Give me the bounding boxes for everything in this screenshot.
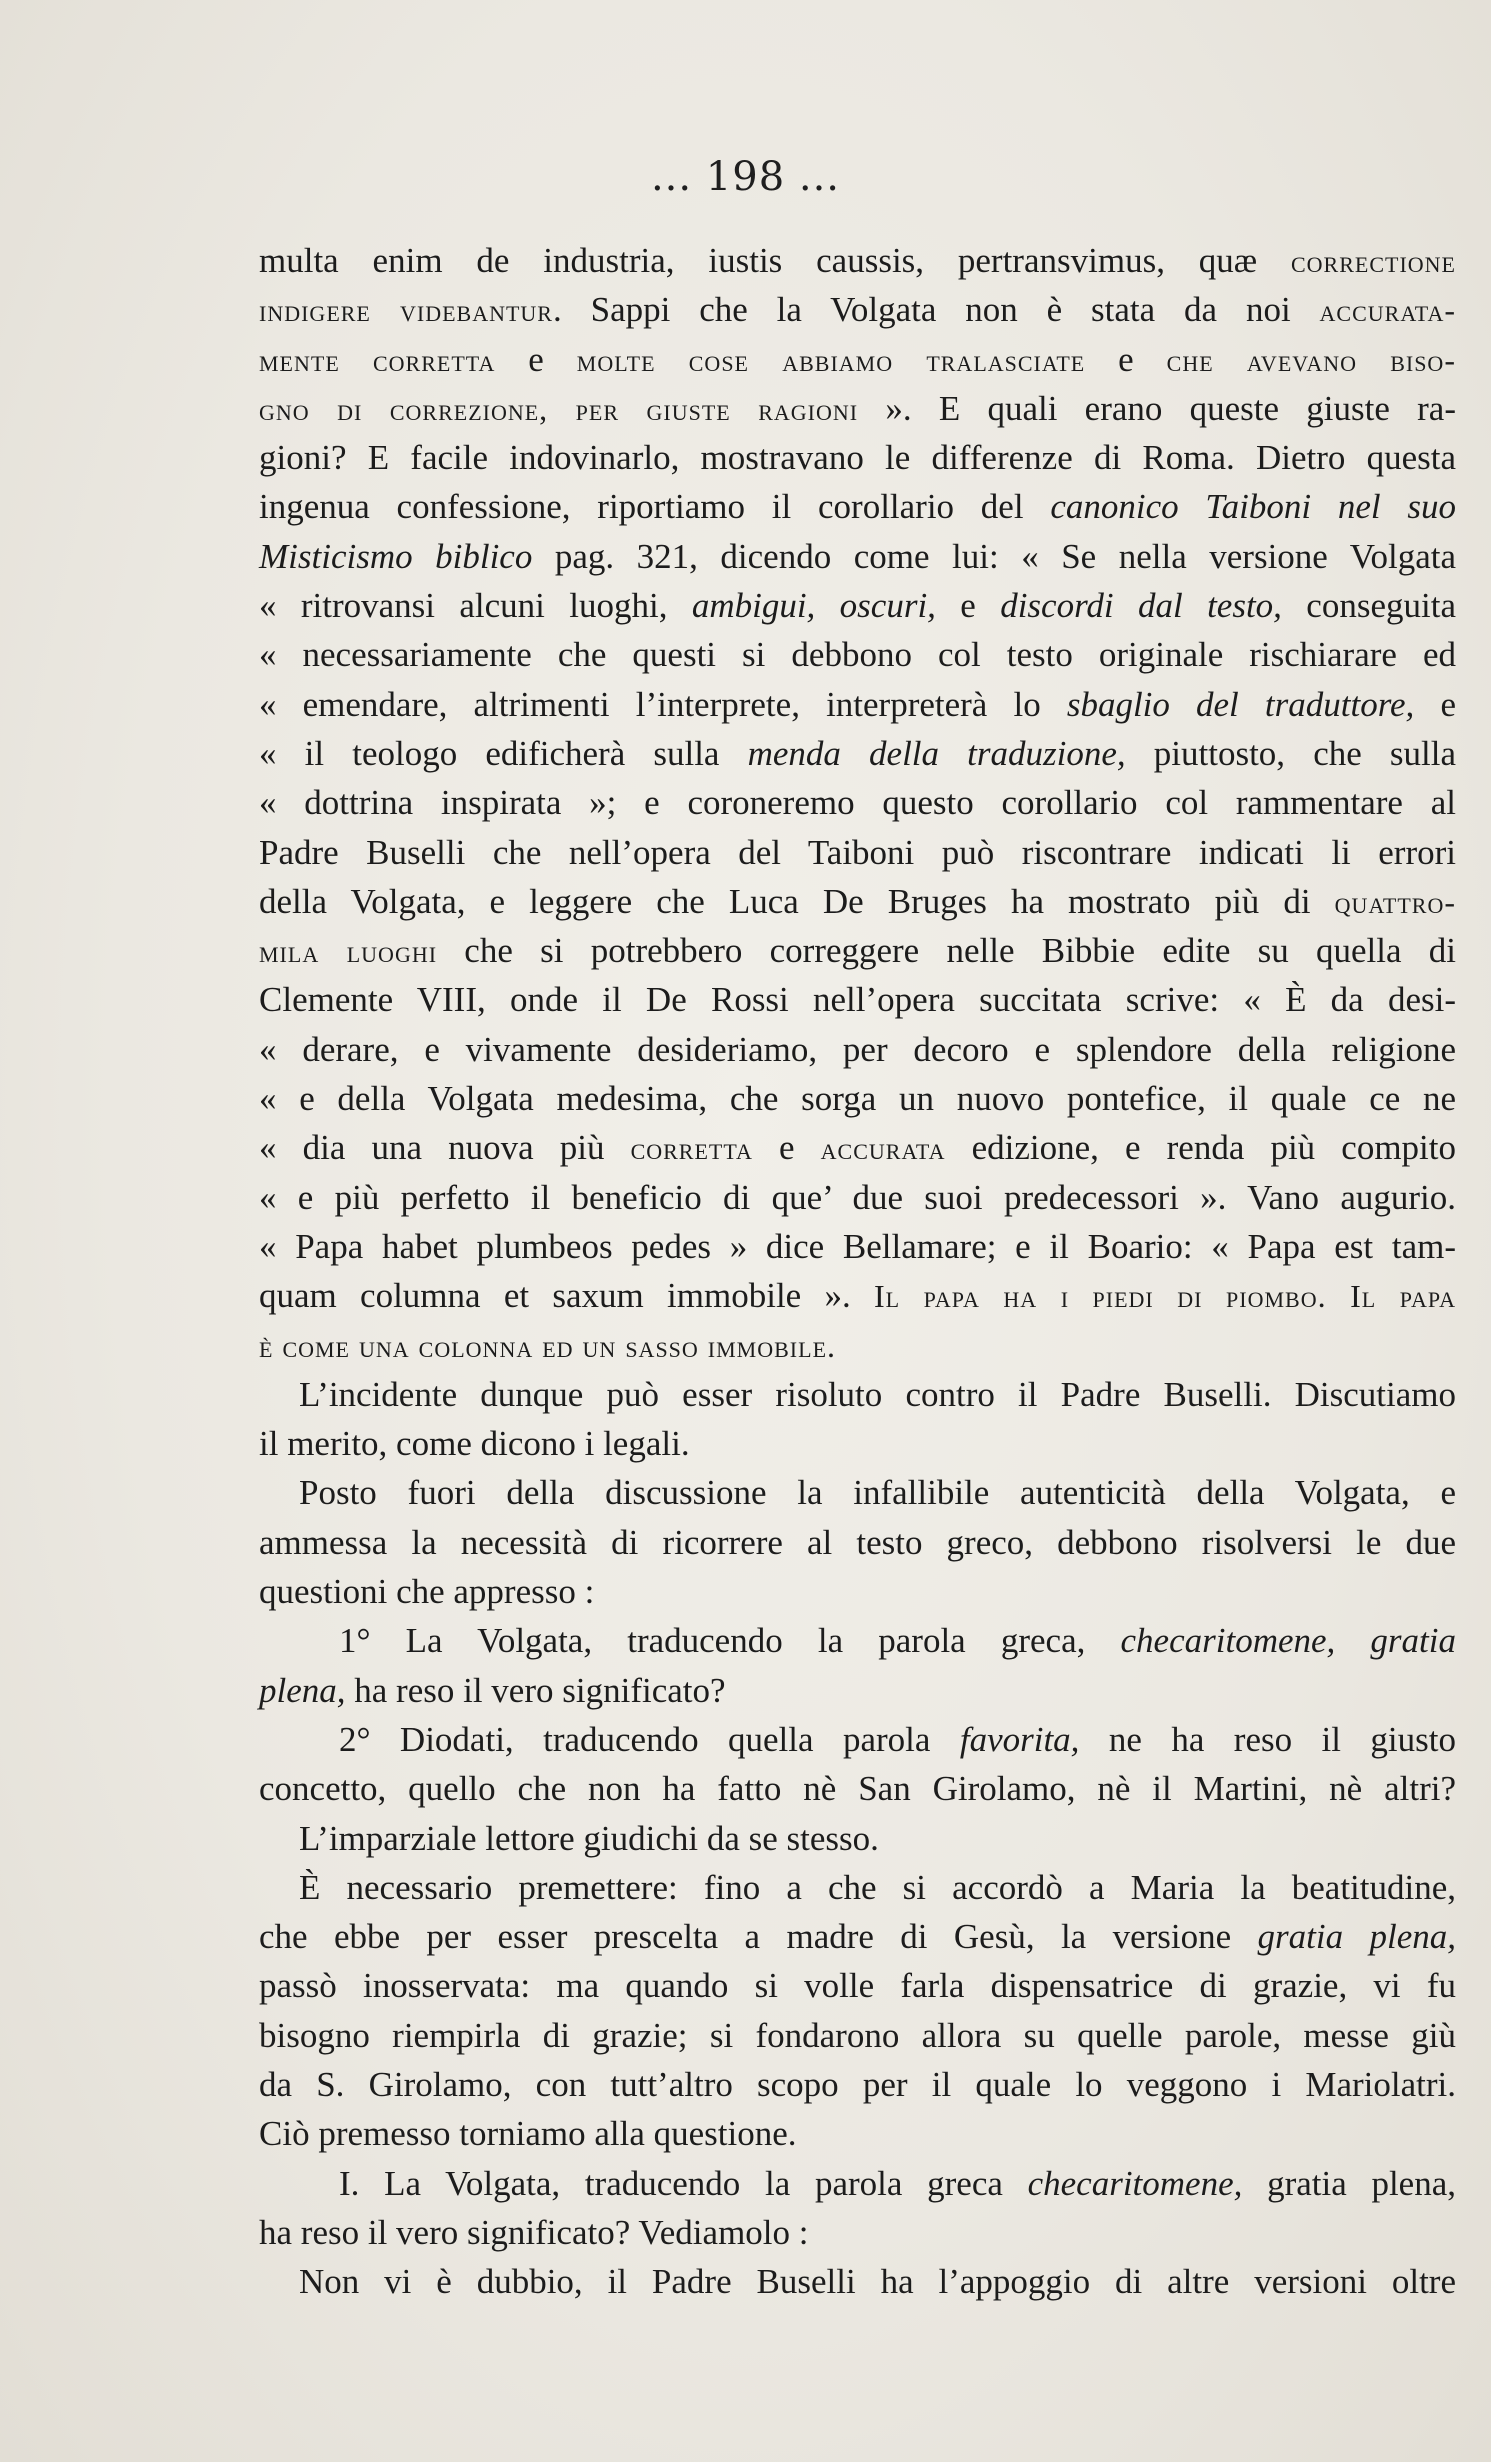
italic-text: menda della traduzione, [747,733,1126,773]
body-text [259,236,1456,2306]
line-text: passò inosservata: ma quando si volle farla dispensatrice di grazie, vi fu [259,1966,1456,2006]
italic-text: checaritomene, gratia [1120,1621,1456,1661]
text-line [259,1025,1456,1074]
line-text: gioni? E facile indovinarlo, mostravano le differenze di Roma. Dietro questa [259,438,1456,478]
text-line [259,1271,1456,1320]
line-text: e [752,1128,821,1168]
line-text: bisogno riempirla di grazie; si fondarono allora su quelle parole, messe giù [259,2015,1456,2055]
italic-text: Misticismo biblico [259,536,533,576]
line-text: . Sappi che la Volgata non è stata da noi [552,290,1320,330]
text-line [259,1567,1456,1616]
italic-text: favorita, [959,1719,1080,1759]
line-text: « il teologo edificherà sulla [259,733,748,773]
line-text: e [1414,684,1456,724]
text-line [259,433,1456,482]
line-text: che si potrebbero correggere nelle Bibbie edite su quella di [437,931,1456,971]
small-caps-text: mila luoghi [259,933,438,970]
line-text: da S. Girolamo, con tutt’altro scopo per il quale lo veggono i Mariolatri. [259,2064,1456,2104]
line-text: 1° La Volgata, traducendo la parola greca, [339,1621,1121,1661]
text-line [259,1518,1456,1567]
line-text: « necessariamente che questi si debbono col testo originale rischiarare ed [259,635,1456,675]
text-line [259,384,1456,433]
line-text: Padre Buselli che nell’opera del Taiboni può riscontrare indicati li errori [259,832,1456,872]
line-text: 2° Diodati, traducendo quella parola [339,1719,960,1759]
text-line [259,2109,1456,2158]
text-line [259,2060,1456,2109]
text-line [259,335,1456,384]
italic-text: gratia plena, [1257,1917,1457,1957]
italic-text: checaritomene, [1027,2163,1243,2203]
line-text: ha reso il vero significato? Vediamolo : [259,2212,809,2252]
line-text: concetto, quello che non ha fatto nè San Girolamo, nè il Martini, nè altri? [259,1769,1456,1809]
text-line [259,1173,1456,1222]
line-text: e [495,339,577,379]
line-text: questioni che appresso : [259,1572,595,1612]
line-text: Posto fuori della discussione la infallibile autenticità della Volgata, e [299,1473,1456,1513]
text-line [259,729,1456,778]
line-text: ammessa la necessità di ricorrere al testo greco, debbono risolversi le due [259,1522,1456,1562]
text-line [259,1321,1456,1370]
italic-text: sbaglio del traduttore, [1066,684,1415,724]
line-text: « ritrovansi alcuni luoghi, [259,586,692,626]
text-line [259,1419,1456,1468]
text-line [259,926,1456,975]
text-line [259,1912,1456,1961]
italic-text: ambigui, oscuri, [691,586,936,626]
small-caps-text: corretta [630,1130,753,1167]
line-text: ». E quali erano queste giuste ra- [858,388,1456,428]
line-text: È necessario premettere: fino a che si accordò a Maria la beatitudine, [299,1867,1456,1907]
italic-text: canonico Taiboni nel suo [1050,487,1456,527]
small-caps-text: correctione [1291,243,1456,279]
line-text: « e della Volgata medesima, che sorga un nuovo pontefice, il quale ce ne [259,1079,1456,1119]
line-text: edizione, e renda più compito [945,1128,1456,1168]
line-text: Non vi è dubbio, il Padre Buselli ha l’appoggio di altre versioni oltre [299,2262,1456,2302]
italic-text: plena, [259,1670,346,1710]
text-line [259,1123,1456,1172]
small-caps-text: indigere videbantur [259,292,553,329]
text-line [259,2011,1456,2060]
line-text: conseguita [1281,586,1456,626]
line-text: e [935,586,1001,626]
small-caps-text: molte cose abbiamo tralasciate [576,341,1086,378]
text-line [259,532,1456,581]
text-line [259,778,1456,827]
small-caps-text: che avevano biso- [1166,341,1456,378]
text-line [259,1468,1456,1517]
line-text: e [1085,339,1167,379]
text-line [259,482,1456,531]
line-text: « dottrina inspirata »; e coroneremo questo corollario col rammentare al [259,783,1456,823]
text-line [259,680,1456,729]
text-line [259,2159,1456,2208]
line-text: Clemente VIII, onde il De Rossi nell’opera succitata scrive: « È da desi- [259,980,1456,1020]
line-text: I. La Volgata, traducendo la parola greca [339,2163,1028,2203]
italic-text: discordi dal testo, [1000,586,1282,626]
line-text: ha reso il vero significato? [345,1670,726,1710]
text-line [259,630,1456,679]
text-line [259,877,1456,926]
line-text: piuttosto, che sulla [1125,733,1456,773]
line-text: « e più perfetto il beneficio di que’ due suoi predecessori ». Vano augurio. [259,1177,1456,1217]
line-text: della Volgata, e leggere che Luca De Bruges ha mostrato più di [259,881,1335,921]
line-text: « Papa habet plumbeos pedes » dice Bellamare; e il Boario: « Papa est tam- [259,1226,1456,1266]
line-text: ne ha reso il giusto [1079,1719,1456,1759]
line-text: Ciò premesso torniamo alla questione. [259,2114,797,2154]
small-caps-text: mente corretta [259,341,496,378]
line-text: « emendare, altrimenti l’interprete, interpreterà lo [259,684,1067,724]
text-line [259,285,1456,334]
line-text: pag. 321, dicendo come lui: « Se nella versione Volgata [532,536,1457,576]
line-text: ingenua confessione, riportiamo il corollario del [259,487,1051,527]
small-caps-text: gno di correzione, per giuste ragioni [259,390,859,427]
text-line [259,1863,1456,1912]
line-text: L’incidente dunque può esser risoluto contro il Padre Buselli. Discutiamo [299,1374,1456,1414]
text-line [259,2257,1456,2306]
small-caps-text: è come una colonna ed un sasso immobile. [259,1327,837,1364]
text-line [259,1666,1456,1715]
text-line [259,1370,1456,1419]
text-line [259,1074,1456,1123]
text-line [259,1961,1456,2010]
small-caps-text: accurata [820,1130,946,1167]
line-text: « dia una nuova più [259,1128,631,1168]
line-text: gratia plena, [1242,2163,1456,2203]
text-line [259,828,1456,877]
text-line [259,1616,1456,1665]
text-line [259,1715,1456,1764]
line-text: quam columna et saxum immobile ». [259,1276,875,1316]
line-text: il merito, come dicono i legali. [259,1424,690,1464]
small-caps-text: accurata- [1319,292,1457,329]
line-text: « derare, e vivamente desideriamo, per decoro e splendore della religione [259,1029,1456,1069]
text-line [259,236,1456,285]
text-line [259,1814,1456,1863]
text-line [259,581,1456,630]
text-line [259,975,1456,1024]
page-number: ... 198 ... [650,154,841,200]
small-caps-text: quattro- [1334,883,1456,920]
small-caps-text: Il papa ha i piedi di piombo. Il papa [874,1278,1456,1315]
text-line [259,1222,1456,1271]
text-line [259,2208,1456,2257]
line-text: multa enim de industria, iustis caussis, pertransvimus, quæ [259,241,1291,280]
line-text: L’imparziale lettore giudichi da se stesso. [299,1818,879,1858]
line-text: che ebbe per esser prescelta a madre di Gesù, la versione [259,1917,1258,1957]
text-line [259,1764,1456,1813]
